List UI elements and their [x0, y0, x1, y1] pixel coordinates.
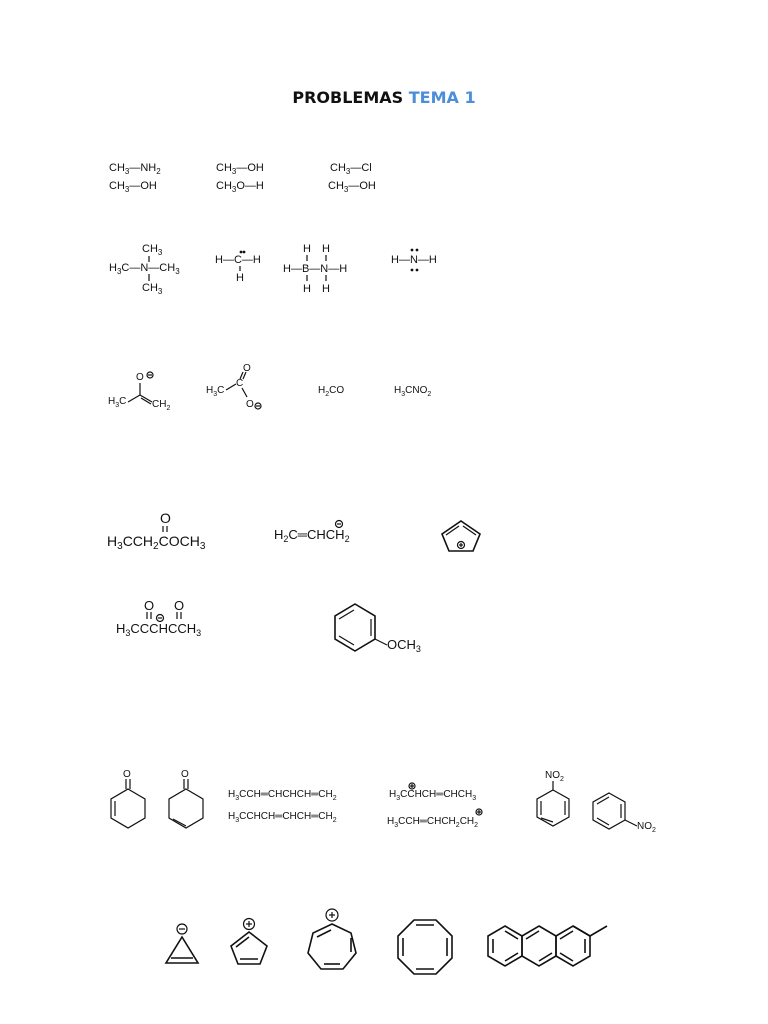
svg-text:CH3: $CH_3$ [142, 243, 163, 257]
svg-text:H3C—N—CH3: $H_3C—N—CH_3$ [109, 262, 180, 276]
acetate [206, 363, 261, 410]
svg-text:H—N—H: H—N—H [391, 254, 437, 266]
svg-text:O: O [160, 510, 171, 526]
svg-text:OCH3: $OCH_3$ [387, 637, 421, 654]
row1-pair-2 [216, 162, 264, 194]
svg-text:O: O [181, 769, 189, 780]
cyclopentadienyl-cation-large [231, 919, 267, 965]
anthracene [488, 926, 607, 966]
svg-text:H2C═CHCH2: $H_2C═CHCH_2$ [274, 527, 350, 544]
svg-text:O: O [174, 598, 185, 613]
cyclopropenyl-anion [166, 924, 198, 963]
row1-pair3-top: $CH_3—Cl$ [330, 162, 372, 176]
row1-pair2-top: $CH_3—OH$ [216, 162, 264, 176]
cyclohexenone-b [169, 769, 203, 828]
amide-anion [391, 249, 437, 272]
svg-text:H3CCCHCCH3: $H_3CCCHCCH_3$ [116, 621, 202, 638]
cyclooctatetraene [398, 920, 452, 974]
enolate [108, 372, 170, 412]
svg-text:O: O [246, 399, 254, 410]
svg-text:O: O [243, 363, 251, 374]
methyl-propanoate [107, 510, 206, 552]
allyl-anion [274, 521, 350, 545]
row1-pair1-bottom: $CH_3—OH$ [109, 180, 157, 194]
row1-pair1-top: $CH_3—NH_2$ [109, 162, 161, 176]
svg-text:H—C—H: H—C—H [215, 254, 261, 266]
svg-text:H3C: $H_3C$ [108, 396, 127, 409]
row1-pair-3 [328, 162, 376, 194]
svg-text:C: C [236, 378, 244, 389]
svg-text:H: H [303, 283, 311, 295]
svg-text:CH2: $CH_2$ [152, 399, 171, 412]
cyclopentadienyl-cation [442, 521, 480, 551]
svg-text:NO2: $NO_2$ [637, 821, 656, 834]
anisole [335, 604, 421, 654]
svg-text:H: H [322, 283, 330, 295]
svg-text:H3CCHCH═CHCH3: $H_3CCHCH═CHCH_3$ [389, 789, 477, 802]
title-main: PROBLEMAS [292, 88, 404, 107]
row1-pair2-bottom: $CH_3O—H$ [216, 180, 264, 194]
allylic-cations [387, 783, 482, 829]
tetramethylammonium [109, 243, 180, 296]
svg-text:H—B—N—H: H—B—N—H [283, 263, 348, 275]
svg-text:O: O [123, 769, 131, 780]
svg-text:H3CCH2COCH3: $H_3CCH_2COCH_3$ [107, 533, 206, 552]
cyclohexenone-a [111, 769, 145, 828]
svg-text:H: H [236, 272, 244, 284]
methyl-carbanion [215, 251, 261, 284]
tropylium-cation [308, 909, 356, 969]
nitrobenzene-a [537, 770, 569, 826]
svg-text:H3C: $H_3C$ [206, 385, 225, 398]
nitromethane-formula: $H_3CNO_2$ [394, 385, 432, 398]
title-accent: TEMA 1 [408, 88, 476, 107]
svg-text:H3CCHCH═CHCH═CH2: $H_3CCHCH═CHCH═CH_2$ [228, 811, 337, 824]
svg-text:CH3: $CH_3$ [142, 282, 163, 296]
row1-pair3-bottom: $CH_3—OH$ [328, 180, 376, 194]
svg-text:H3CCH═CHCHCH═CH2: $H_3CCH═CHCHCH═CH_2$ [228, 789, 337, 802]
svg-text:NO2: $NO_2$ [545, 770, 564, 783]
borane-amine [283, 243, 347, 295]
nitrobenzene-b [593, 793, 656, 834]
row1-pair-1 [109, 162, 161, 194]
diketone-enolate [116, 598, 201, 638]
svg-text:O: O [144, 598, 155, 613]
formaldehyde-formula: $H_2CO$ [318, 385, 345, 398]
dienes [228, 789, 337, 824]
svg-text:H: H [322, 243, 330, 255]
svg-text:O: O [136, 372, 144, 383]
svg-text:H3CCH═CHCH2CH2: $H_3CCH═CHCH_2CH_2$ [387, 816, 479, 829]
svg-text:H: H [303, 243, 311, 255]
